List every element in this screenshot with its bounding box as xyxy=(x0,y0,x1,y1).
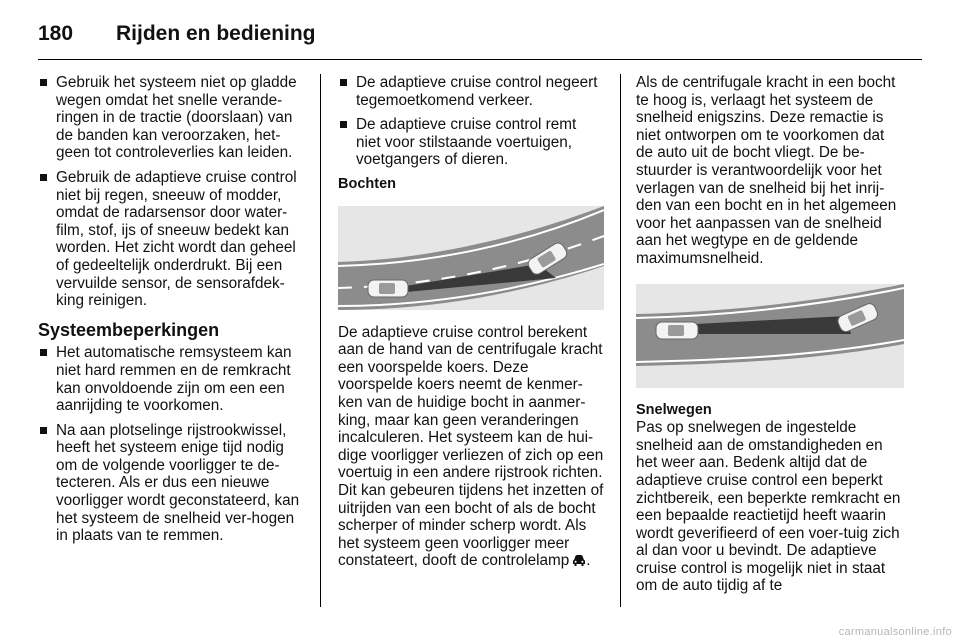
chapter-title: Rijden en bediening xyxy=(116,22,316,45)
page-number: 180 xyxy=(38,22,74,45)
header-rule xyxy=(38,59,922,60)
subheading: Bochten xyxy=(338,175,396,192)
car-ego xyxy=(656,322,698,339)
paragraph: De adaptieve cruise control berekent aan de hand van de centrifugale kracht een voorspelde koers. Deze voorspelde koers neemt de kenmer-ken van de huidige bocht in aanmer-king, maar kan geen veranderingen incalculeren. Het systeem kan de hui-dige voorligger verliezen of zich op een voertuig in een andere rijstrook richten. Dit kan gebeuren tijdens het inzetten of uitrijden van een bocht of als de bocht scherper of minder scherp wordt. Als het systeem geen voorligger meer constateert, dooft de controlelamp . xyxy=(338,324,604,572)
list-item: Het automatische remsysteem kan niet hard remmen en de remkracht kan onvoldoende zijn om een een aanrijding te voorkomen. xyxy=(38,344,306,414)
section-heading: Systeembeperkingen xyxy=(38,319,220,340)
list-item: Gebruik het systeem niet op gladde wegen omdat het snelle verande-ringen in de tractie (doorslaan) van de banden kan veroorzaken, het-geen tot controleverlies kan leiden. xyxy=(38,74,306,162)
column-2 xyxy=(338,74,604,572)
highway-illustration xyxy=(636,284,904,388)
list-item: Gebruik de adaptieve cruise control niet bij regen, sneeuw of modder, omdat de radarsensor door water-film, stof, ijs of sneeuw bedekt kan worden. Het zicht wordt dan geheel of gedeeltelijk onderdrukt. Bij een vervuilde sensor, de sensorafdek-king reinigen. xyxy=(38,169,306,310)
curve-road-image xyxy=(338,206,604,310)
column-1 xyxy=(38,74,306,552)
column-divider xyxy=(320,74,321,607)
watermark: carmanualsonline.info xyxy=(838,626,952,638)
paragraph: Als de centrifugale kracht in een bocht te hoog is, verlaagt het systeem de snelheid enigszins. Deze remactie is niet ontworpen om te voorkomen dat de auto uit de bocht vliegt. De be-stuurder is verantwoordelijk voor het verlagen van de snelheid bij het inrij-den van een bocht en in het algemeen voor het aanpassen van de snelheid aan het wegtype en de geldende maximumsnelheid. xyxy=(636,74,897,267)
highway-road-image xyxy=(636,284,904,388)
bullet-list xyxy=(338,74,604,169)
column-divider xyxy=(620,74,621,607)
subheading: Snelwegen xyxy=(636,401,712,418)
list-item: Na aan plotselinge rijstrookwissel, heeft het systeem enige tijd nodig om de volgende voorligger te de-tecteren. Als er dus een nieuwe voorligger wordt geconstateerd, kan het systeem de snelheid ver-hogen in plaats van te remmen. xyxy=(38,422,306,545)
car-icon xyxy=(572,554,586,572)
column-3 xyxy=(636,74,904,595)
bullet-list xyxy=(38,344,306,545)
car-ego xyxy=(368,280,408,297)
curve-illustration xyxy=(338,206,604,310)
list-item: De adaptieve cruise control remt niet voor stilstaande voertuigen, voetgangers of dieren. xyxy=(338,116,604,169)
list-item: De adaptieve cruise control negeert tegemoetkomend verkeer. xyxy=(338,74,604,109)
bullet-list xyxy=(38,74,306,310)
paragraph: Pas op snelwegen de ingestelde snelheid aan de omstandigheden en het weer aan. Bedenk altijd dat de adaptieve cruise control een beperkt zichtbereik, een beperkte remkracht en een bepaalde reactietijd heeft waarin wordt geverifieerd of een voer-tuig zich al dan voor u bevindt. De adaptieve cruise control is mogelijk niet in staat om de auto tijdig af te xyxy=(636,419,901,595)
page-header xyxy=(38,14,316,54)
